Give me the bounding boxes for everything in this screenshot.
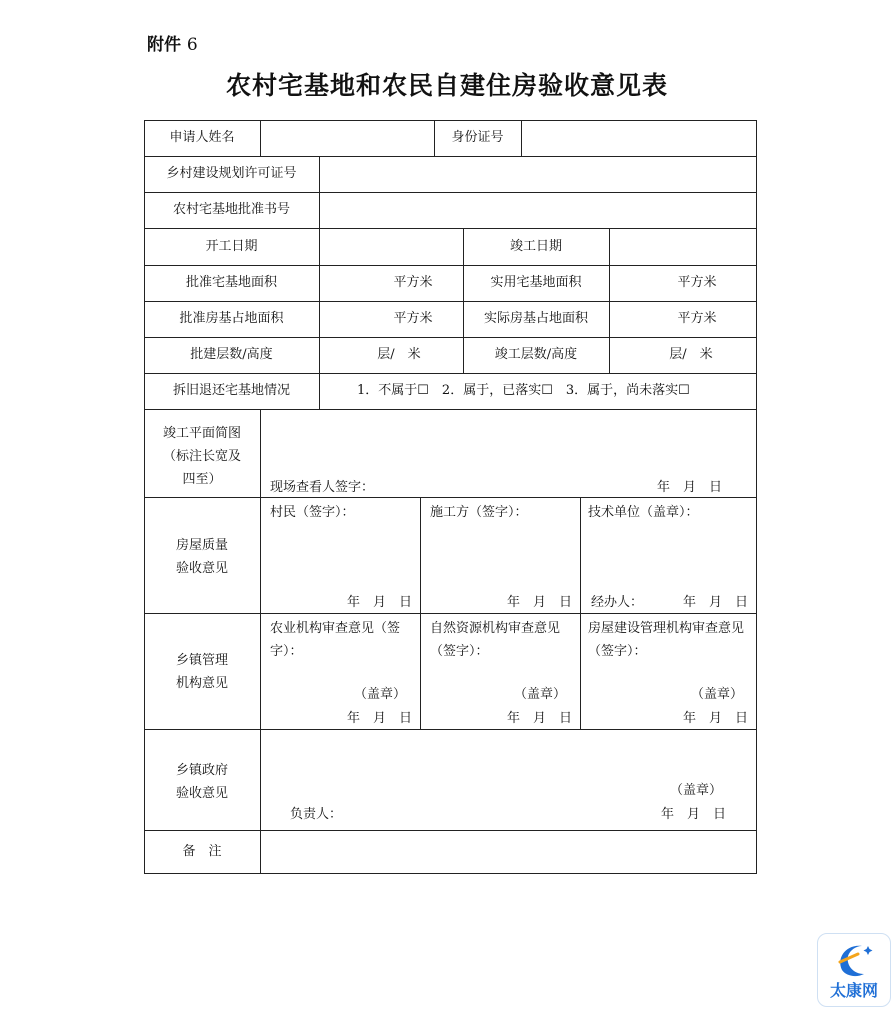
table-line: [144, 497, 757, 498]
planning-permit-label: 乡村建设规划许可证号: [166, 166, 297, 181]
completion-date-label: 竣工日期: [509, 239, 562, 254]
table-line: [144, 337, 757, 338]
table-line: [144, 613, 757, 614]
housing-review: 房屋建设管理机构审查意见（签字）：: [588, 621, 745, 659]
unit-sqm: 平方米: [677, 275, 717, 290]
table-line: [144, 120, 145, 874]
table-line: [144, 409, 757, 410]
table-line: [144, 228, 757, 229]
form-title: 农村宅基地和农民自建住房验收意见表: [225, 71, 668, 100]
acceptance-form-table: [144, 120, 757, 874]
date-ymd: 年 月 日: [346, 595, 412, 610]
table-line: [144, 192, 757, 193]
approved-homestead-area-label: 批准宅基地面积: [185, 275, 277, 290]
seal-mark: （盖章）: [691, 687, 744, 702]
seal-mark: （盖章）: [670, 783, 723, 798]
actual-homestead-area-label: 实用宅基地面积: [490, 275, 582, 290]
table-line: [144, 873, 757, 874]
handler-sign: 经办人：: [591, 595, 644, 610]
table-line: [521, 120, 522, 156]
actual-footprint-area-label: 实际房基占地面积: [483, 311, 588, 326]
quality-label: 房屋质量: [175, 538, 228, 553]
site-watermark-logo: [817, 933, 891, 1007]
quality-label: 验收意见: [175, 561, 228, 576]
township-mgmt-label: 乡镇管理: [175, 653, 228, 668]
attachment-number: 6: [186, 35, 198, 55]
applicant-name-label: 申请人姓名: [169, 130, 235, 145]
date-ymd: 年 月 日: [682, 595, 748, 610]
unit-floors-m: 层/ 米: [669, 347, 713, 362]
date-ymd: 年 月 日: [506, 595, 572, 610]
date-ymd: 年 月 日: [506, 711, 572, 726]
villager-sign: 村民（签字）：: [270, 505, 355, 520]
demolition-return-label: 拆旧退还宅基地情况: [172, 383, 290, 398]
unit-sqm: 平方米: [677, 311, 717, 326]
seal-mark: （盖章）: [354, 687, 407, 702]
attachment-prefix: 附件: [147, 35, 181, 55]
table-line: [580, 497, 581, 729]
table-line: [756, 120, 757, 874]
site-inspector-sign: 现场查看人签字：: [270, 480, 375, 495]
homestead-approval-label: 农村宅基地批准书号: [172, 202, 290, 217]
site-plan-label: 竣工平面简图: [162, 426, 241, 441]
watermark-text: 太康网: [829, 981, 878, 1000]
township-gov-label: 乡镇政府: [175, 763, 228, 778]
table-line: [144, 120, 757, 121]
crescent-icon: [832, 940, 876, 978]
agri-review: 农业机构审查意见（签字）：: [270, 621, 401, 659]
site-plan-label: （标注长宽及: [162, 449, 241, 464]
table-line: [144, 830, 757, 831]
date-ymd: 年 月 日: [660, 807, 726, 822]
township-mgmt-label: 机构意见: [175, 676, 228, 691]
site-plan-label: 四至）: [182, 472, 222, 487]
date-ymd: 年 月 日: [656, 480, 722, 495]
contractor-sign: 施工方（签字）：: [430, 505, 528, 520]
table-line: [260, 120, 261, 156]
table-line: [260, 409, 261, 874]
approved-floors-height-label: 批建层数/高度: [190, 347, 273, 362]
table-line: [144, 156, 757, 157]
date-ymd: 年 月 日: [346, 711, 412, 726]
tech-unit-seal: 技术单位（盖章）：: [588, 505, 699, 520]
responsible-person-sign: 负责人：: [290, 807, 343, 822]
table-line: [420, 497, 421, 729]
approved-footprint-area-label: 批准房基占地面积: [179, 311, 284, 326]
table-line: [144, 301, 757, 302]
id-number-label: 身份证号: [451, 130, 504, 145]
date-ymd: 年 月 日: [682, 711, 748, 726]
start-date-label: 开工日期: [205, 239, 258, 254]
unit-floors-m: 层/ 米: [377, 347, 421, 362]
natural-resources-review: 自然资源机构审查意见（签字）：: [430, 621, 561, 659]
demolition-options: 1．不属于☐ 2．属于，已落实☐ 3．属于，尚未落实☐: [357, 383, 690, 398]
seal-mark: （盖章）: [514, 687, 567, 702]
attachment-label: [147, 30, 198, 55]
township-gov-label: 验收意见: [175, 786, 228, 801]
table-line: [144, 729, 757, 730]
table-line: [609, 228, 610, 373]
table-line: [319, 156, 320, 409]
unit-sqm: 平方米: [393, 311, 433, 326]
table-line: [144, 265, 757, 266]
unit-sqm: 平方米: [393, 275, 433, 290]
remarks-label: 备 注: [182, 844, 222, 859]
table-line: [144, 373, 757, 374]
completed-floors-height-label: 竣工层数/高度: [494, 347, 578, 362]
